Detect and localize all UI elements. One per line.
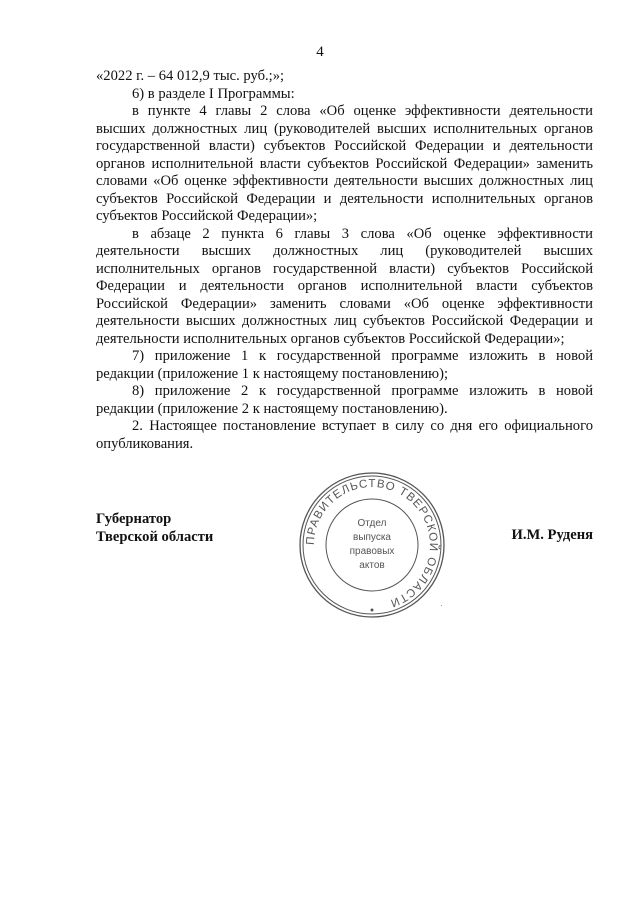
paragraph: 2. Настоящее постановление вступает в силу со дня его официального опубликования. [96, 418, 593, 452]
scan-speck [441, 605, 442, 606]
paragraph: 7) приложение 1 к государственной программе изложить в новой редакции (приложение 1 к настоящему постановлению); [96, 348, 593, 382]
stamp-inner-ring [326, 499, 418, 591]
signatory-title-line: Тверской области [96, 529, 214, 545]
signatory-name: И.М. Руденя [511, 527, 593, 543]
signatory-title-line: Губернатор [96, 511, 172, 527]
body-text [96, 68, 593, 453]
stamp-center-line: выпуска [353, 532, 391, 543]
paragraph: «2022 г. – 64 012,9 тыс. руб.;»; [96, 68, 285, 84]
paragraph: в абзаце 2 пункта 6 главы 3 слова «Об оценке эффективности деятельности высших должностных лиц (руководителей высших исполнительных органов государственной власти) субъектов Российской Федерации и деятельности органов исполнительной власти субъектов Российской Федерации» заменить словами «Об оценке эффективности деятельности высших должностных лиц субъектов Российской Федерации и деятельности исполнительных органов субъектов Российской Федерации»; [96, 225, 593, 347]
stamp-center-line: Отдел [357, 518, 387, 529]
paragraph: 6) в разделе I Программы: [132, 85, 295, 102]
stamp-ring-textpath: ПРАВИТЕЛЬСТВО ТВЕРСКОЙ ОБЛАСТИ [304, 477, 440, 610]
stamp-center-line: правовых [349, 546, 395, 557]
paragraph: в пункте 4 главы 2 слова «Об оценке эффективности деятельности высших должностных лиц (руководителей высших исполнительных органов государственной власти) субъектов Российской Федерации и деятельности органов исполнительной власти субъектов Российской Федерации» заменить словами «Об оценке эффективности деятельности высших должностных лиц субъектов Российской Федерации и деятельности исполнительных органов субъектов Российской Федерации»; [96, 103, 593, 224]
stamp-outer-ring-inner [303, 476, 441, 614]
stamp-outer-ring [300, 473, 444, 617]
paragraph: 8) приложение 2 к государственной программе изложить в новой редакции (приложение 2 к настоящему постановлению). [96, 383, 593, 417]
official-stamp [297, 470, 447, 620]
stamp-center-line: актов [359, 560, 385, 571]
stamp-ring-text [305, 478, 440, 609]
page-number: 4 [316, 44, 324, 60]
stamp-dot [371, 609, 374, 612]
signatory-title [96, 510, 213, 546]
